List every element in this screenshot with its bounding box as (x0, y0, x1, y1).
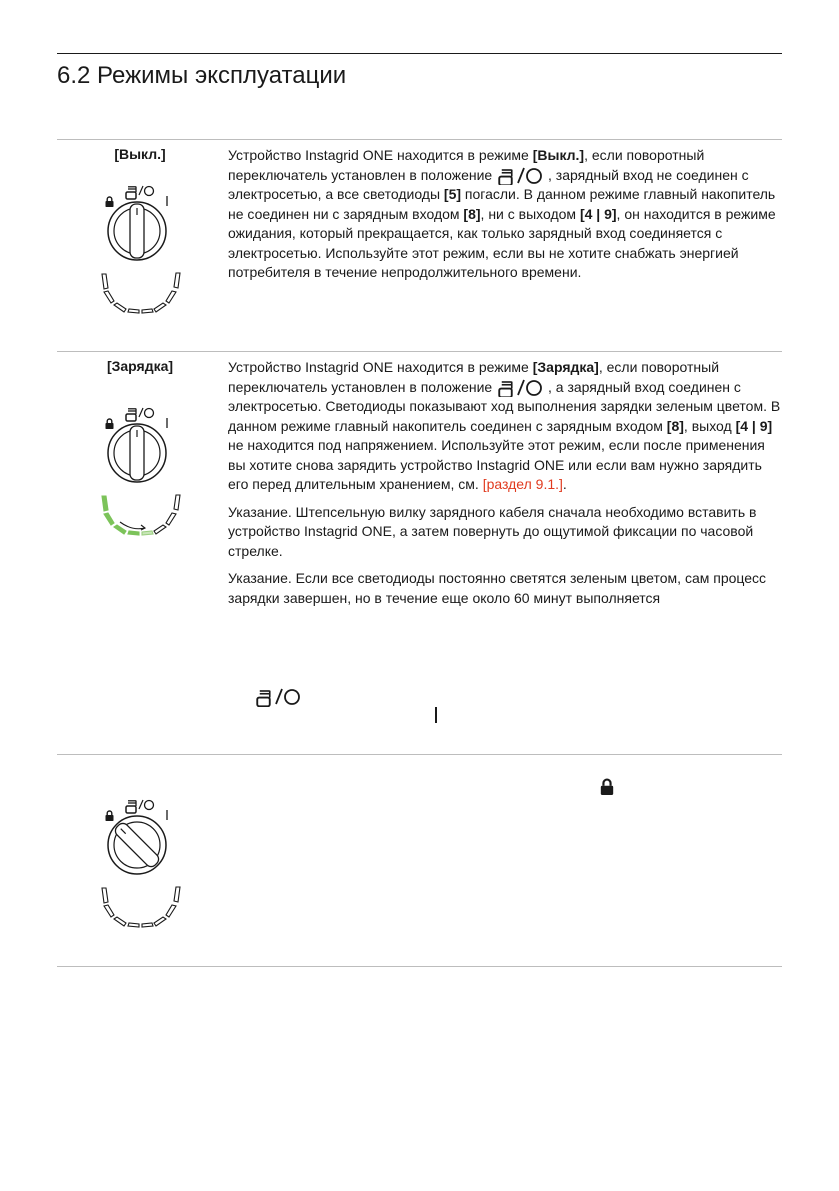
section-rule (57, 754, 782, 755)
mode-description-off: Устройство Instagrid ONE находится в режиме [Выкл.], если поворотный переключатель установлен в положение , зарядный вход не соединен с электросетью, а все светодиоды [5] погасли. В данном режиме главный накопитель не соединен ни с зарядным входом [8], ни с выходом [4 | 9], он находится в режиме ожидания, который прекращается, как только зарядный вход соединяется с электросетью. Используйте этот режим, если вы не хотите снабжать энергией потребителя в течение непродолжительного времени. (228, 147, 776, 280)
mode-description-charge: Устройство Instagrid ONE находится в режиме [Зарядка], если поворотный переключатель установлен в положение , а зарядный вход соединен с электросетью. Светодиоды показывают ход выполнения зарядки зеленым цветом. В данном режиме главный накопитель соединен с зарядным входом [8], выход [4 | 9] не находится под напряжением. Используйте этот режим, если после применения вы хотите снова зарядить устройство Instagrid ONE или если вам нужно зарядить его перед длительным хранением, см. [раздел 9.1.]. Указание. Штепсельную вилку зарядного кабеля сначала необходимо вставить в устройство Instagrid ONE, а затем повернуть до ощутимой фиксации по часовой стрелке. Указание. Если все светодиоды постоянно светятся зеленым цветом, сам процесс зарядки завершен, но в течение еще около 60 минут выполняется (228, 358, 784, 616)
rotary-switch-icon (90, 796, 190, 936)
section-rule (57, 139, 782, 140)
section-link[interactable]: [раздел 9.1.] (482, 476, 563, 492)
plug-icon (496, 167, 544, 185)
rotary-switch-icon (90, 404, 190, 544)
on-mark-icon (433, 706, 439, 724)
note-1: Указание. Штепсельную вилку зарядного кабеля сначала необходимо вставить в устройство Instagrid ONE, а затем повернуть до ощутимой фиксации по часовой стрелке. (228, 503, 757, 559)
mode-label-charge: [Зарядка] (106, 358, 174, 374)
top-rule (57, 53, 782, 54)
mode-label-off: [Выкл.] (114, 146, 166, 162)
lock-icon (600, 778, 614, 795)
plug-icon (254, 687, 302, 707)
note-2: Указание. Если все светодиоды постоянно светятся зеленым цветом, сам процесс зарядки завершен, но в течение еще около 60 минут выполняется (228, 570, 767, 606)
section-rule (57, 966, 782, 967)
section-rule (57, 351, 782, 352)
page-title: 6.2 Режимы эксплуатации (57, 62, 347, 89)
plug-icon (496, 379, 544, 397)
rotary-switch-icon (90, 182, 190, 322)
